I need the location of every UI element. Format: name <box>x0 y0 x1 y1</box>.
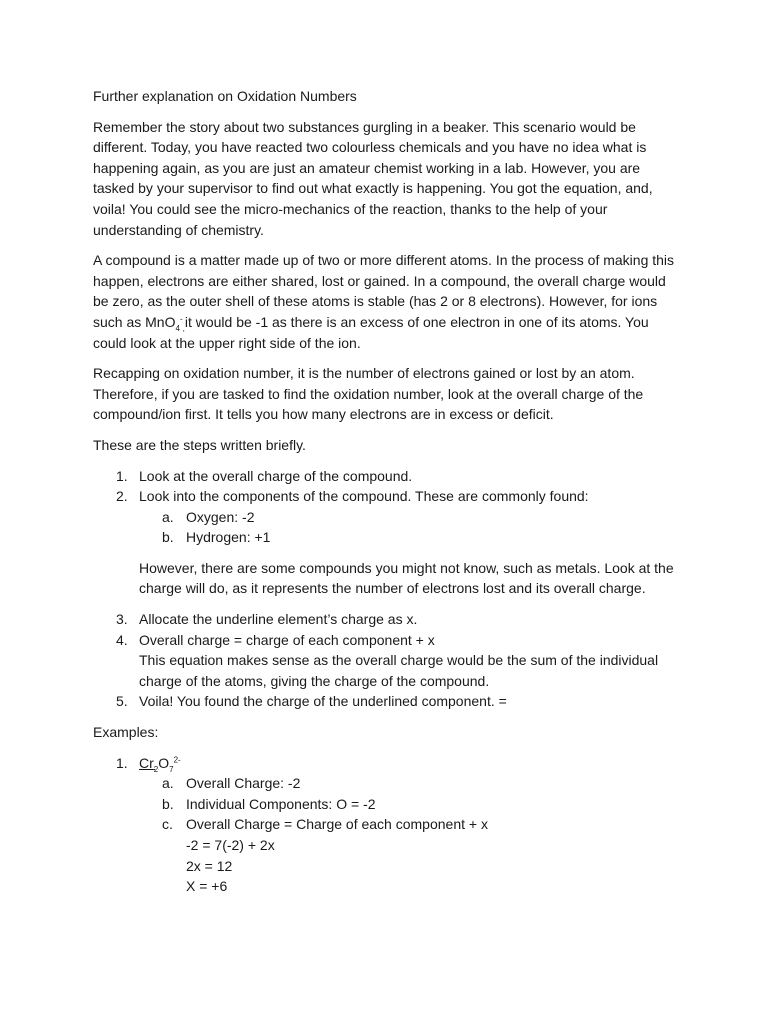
list-text: Look into the components of the compound. These are commonly found: <box>139 488 589 505</box>
steps-list <box>93 466 683 713</box>
list-text: Look at the overall charge of the compound. <box>139 467 413 484</box>
list-item <box>93 486 683 507</box>
list-number: 1. <box>116 754 128 771</box>
document-body <box>93 86 683 897</box>
sub-list-item <box>93 794 683 815</box>
step-note: However, there are some compounds you might not know, such as metals. Look at the charge will do, as it represents the number of electrons lost and its overall charge. <box>139 559 674 597</box>
step-note: This equation makes sense as the overall charge would be the sum of the individual charge of the atoms, giving the charge of the compound. <box>139 652 659 689</box>
ion-formula: MnO$_4$-$_,$ <box>145 313 185 333</box>
examples-heading: Examples: <box>93 724 159 741</box>
sub-list-item <box>93 527 683 548</box>
sub-list-text: Individual Components: O = -2 <box>186 795 376 812</box>
list-number: 3. <box>116 611 128 628</box>
list-number: 2. <box>116 488 128 505</box>
sub-list-item <box>93 507 683 528</box>
list-item <box>93 466 683 487</box>
paragraph-compound <box>93 250 683 353</box>
sub-list-letter: b. <box>162 795 174 812</box>
paragraph-compound-text-1: A compound is a matter made up of two or more different atoms. In the process of making this happen, electrons are either shared, lost or gained. In a compound, the overall charge would be zero, as the outer shell of these atoms is stable (has 2 or 8 electrons). However, for ions such as <box>93 252 675 330</box>
document-title: Further explanation on Oxidation Numbers <box>93 88 357 104</box>
list-number: 5. <box>116 693 128 710</box>
paragraph-recap: Recapping on oxidation number, it is the number of electrons gained or lost by an atom. Therefore, if you are tasked to find the oxidation number, look at the overall charge of the compound/ion first. It tells you how many electrons are in excess or deficit. <box>93 365 644 423</box>
sub-list-letter: a. <box>162 775 174 792</box>
list-text: Voila! You found the charge of the underlined component. = <box>139 693 507 710</box>
list-text: Allocate the underline element’s charge as x. <box>139 611 418 628</box>
sub-list-text: Hydrogen: +1 <box>186 529 271 546</box>
list-item <box>93 691 683 712</box>
list-number: 1. <box>116 467 128 484</box>
sub-list-letter: b. <box>162 529 174 546</box>
working-line: 2x = 12 <box>186 857 233 874</box>
list-item: 1. $Cr_2O_7^{2-}$ <box>116 754 181 774</box>
list-text: Overall charge = charge of each component + x <box>139 631 435 648</box>
paragraph-steps-intro: These are the steps written briefly. <box>93 436 306 453</box>
sub-list-letter: c. <box>162 816 173 833</box>
working-line: X = +6 <box>186 878 228 895</box>
list-number: 4. <box>116 631 128 648</box>
sub-list-item <box>93 814 683 835</box>
list-item <box>93 609 683 630</box>
paragraph-compound-text-2: it would be -1 as there is an excess of one electron in one of its atoms. You could look at the upper right side of the ion. <box>93 313 649 351</box>
working-line: -2 = 7(-2) + 2x <box>186 837 275 853</box>
paragraph-story: Remember the story about two substances gurgling in a beaker. This scenario would be different. Today, you have reacted two colourless chemicals and you have no idea what is happening again, as you are just an amateur chemist working in a lab. However, you are tasked by your supervisor to find out what exactly is happening. You got the equation, and, voila! You could see the micro-mechanics of the reaction, thanks to the help of your understanding of chemistry. <box>93 118 653 238</box>
sub-list-text: Oxygen: -2 <box>186 508 255 525</box>
sub-list-text: Overall Charge = Charge of each component + x <box>186 816 488 833</box>
sub-list-item <box>93 773 683 794</box>
list-item <box>93 630 683 651</box>
examples-list <box>93 753 683 897</box>
dichromate-formula: $Cr_2$ <box>139 754 159 774</box>
sub-list-text: Overall Charge: -2 <box>186 775 301 792</box>
sub-list-letter: a. <box>162 508 174 525</box>
